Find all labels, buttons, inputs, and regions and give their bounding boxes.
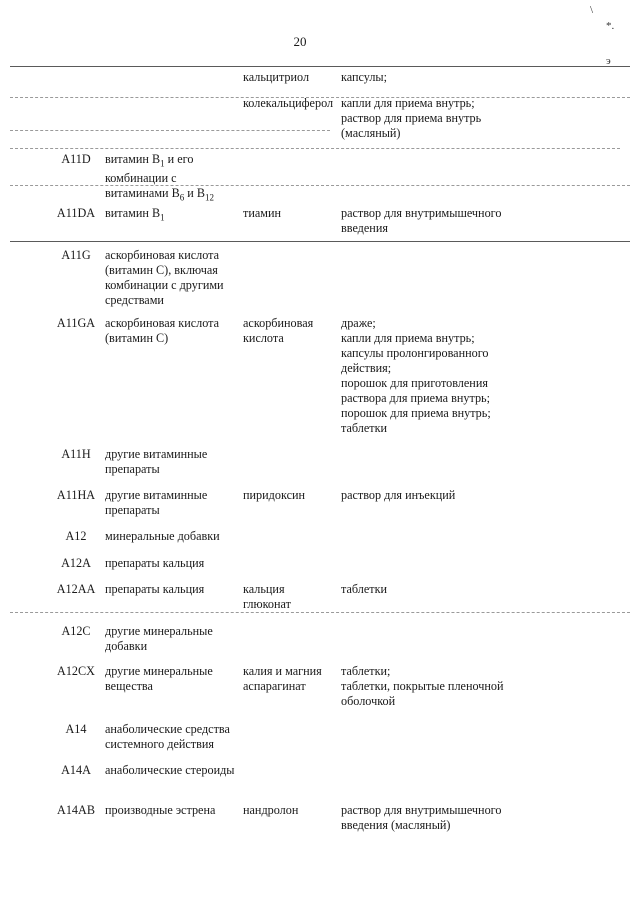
group-cell: другие витаминные препараты xyxy=(105,447,208,476)
form-item: таблетки; xyxy=(341,664,391,678)
group-cell: витамин $B_1$ и его комбинации с витаминами $B_6$ и $B_{12}$ xyxy=(105,152,214,203)
form-cell xyxy=(341,582,526,597)
form-item: таблетки xyxy=(341,421,388,435)
separator-rule xyxy=(10,241,630,242)
atc-code: A11HA xyxy=(56,488,96,502)
page-number: 20 xyxy=(293,34,307,49)
inn-cell: кальция глюконат xyxy=(243,582,291,611)
group-cell: анаболические стероиды xyxy=(105,763,235,777)
atc-code: A12 xyxy=(65,529,87,543)
separator-rule xyxy=(10,185,630,186)
atc-code: A12CX xyxy=(57,664,95,678)
separator-rule xyxy=(10,130,330,131)
form-item: капсулы пролонгированного действия; xyxy=(341,346,489,375)
inn-cell: нандролон xyxy=(243,803,299,817)
separator-rule xyxy=(10,148,620,149)
header-rule xyxy=(10,66,630,67)
group-cell: анаболические средства системного действия xyxy=(105,722,230,751)
form-item: раствор для внутримышечного введения xyxy=(341,206,502,235)
atc-code: A11H xyxy=(61,447,91,461)
atc-code: A11GA xyxy=(56,316,96,330)
form-cell xyxy=(341,206,526,236)
form-cell xyxy=(341,316,526,436)
atc-code: A14 xyxy=(65,722,87,736)
form-cell xyxy=(341,96,526,141)
form-item: капсулы; xyxy=(341,70,387,84)
form-cell xyxy=(341,664,531,709)
group-cell: производные эстрена xyxy=(105,803,216,817)
form-item: порошок для приготовления раствора для приема внутрь; xyxy=(341,376,491,405)
inn-cell: пиридоксин xyxy=(243,488,306,502)
scan-mark: *. xyxy=(606,20,615,32)
atc-code: A12A xyxy=(61,556,91,570)
form-item: капли для приема внутрь; xyxy=(341,96,475,110)
atc-code: A11D xyxy=(61,152,91,166)
atc-code: A14A xyxy=(61,763,91,777)
inn-cell: тиамин xyxy=(243,206,282,220)
group-cell: витамин $B_1$ xyxy=(105,206,165,223)
group-cell: препараты кальция xyxy=(105,556,205,570)
separator-rule xyxy=(10,612,630,613)
form-item: раствор для приема внутрь (масляный) xyxy=(341,111,482,140)
group-cell: другие витаминные препараты xyxy=(105,488,208,517)
group-cell: другие минеральные добавки xyxy=(105,624,213,653)
scan-mark: \ xyxy=(590,4,594,16)
form-item: драже; xyxy=(341,316,376,330)
group-cell: аскорбиновая кислота (витамин C), включая комбинации с другими средствами xyxy=(105,248,224,307)
atc-code: A12AA xyxy=(56,582,96,596)
atc-code: A11DA xyxy=(56,206,96,220)
form-cell xyxy=(341,488,526,503)
group-cell: другие минеральные вещества xyxy=(105,664,213,693)
group-cell: минеральные добавки xyxy=(105,529,220,543)
group-cell: препараты кальция xyxy=(105,582,205,596)
inn-cell: кальцитриол xyxy=(243,70,310,84)
atc-code: A14AB xyxy=(57,803,95,817)
atc-code: A11G xyxy=(61,248,91,262)
form-item: таблетки xyxy=(341,582,388,596)
form-item: раствор для внутримышечного введения (масляный) xyxy=(341,803,502,832)
scan-mark: э xyxy=(606,55,611,67)
inn-cell: калия и магния аспарагинат xyxy=(243,664,322,693)
form-cell xyxy=(341,70,526,85)
atc-code: A12C xyxy=(61,624,91,638)
inn-cell: аскорбиновая кислота xyxy=(243,316,314,345)
form-item: капли для приема внутрь; xyxy=(341,331,475,345)
inn-cell: колекальциферол xyxy=(243,96,334,110)
group-cell: аскорбиновая кислота (витамин C) xyxy=(105,316,220,345)
form-item: порошок для приема внутрь; xyxy=(341,406,491,420)
form-item: раствор для инъекций xyxy=(341,488,456,502)
form-cell xyxy=(341,803,526,833)
form-item: таблетки, покрытые пленочной оболочкой xyxy=(341,679,504,708)
